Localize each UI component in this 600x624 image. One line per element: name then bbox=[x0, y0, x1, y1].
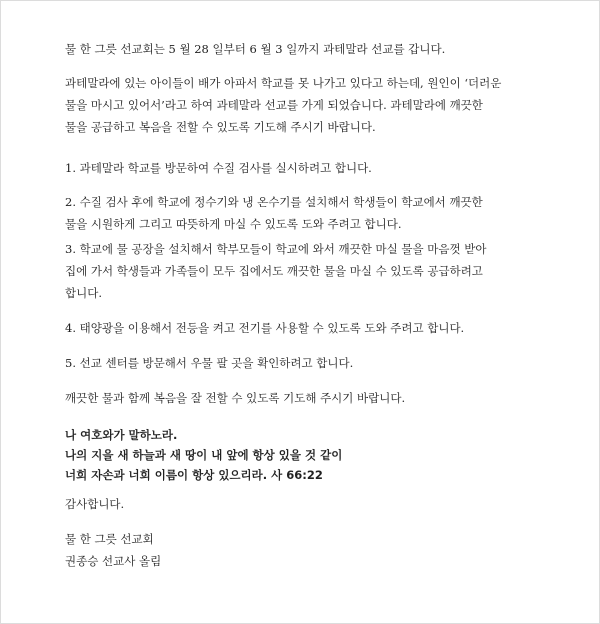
background-line: 물을 공급하고 복음을 전할 수 있도록 기도해 주시기 바랍니다. bbox=[65, 120, 376, 134]
plan-item-3 bbox=[65, 238, 486, 304]
verse-line: 너희 자손과 너희 이름이 항상 있으리라. 사 66:22 bbox=[65, 468, 323, 482]
signature-block bbox=[65, 528, 161, 572]
plan-item-1: 1. 과테말라 학교를 방문하여 수질 검사를 실시하려고 합니다. bbox=[65, 161, 372, 175]
intro-text: 물 한 그릇 선교회는 5 월 28 일부터 6 월 3 일까지 과테말라 선교를 갑니다. bbox=[65, 42, 446, 56]
thanks-text: 감사합니다. bbox=[65, 497, 125, 511]
plan-line: 2. 수질 검사 후에 학교에 정수기와 냉 온수기를 설치해서 학생들이 학교에서 깨끗한 bbox=[65, 195, 483, 209]
background-line: 물을 마시고 있어서’라고 하여 과테말라 선교를 가게 되었습니다. 과테말라에 깨끗한 bbox=[65, 98, 483, 112]
background-line: 과테말라에 있는 아이들이 배가 아파서 학교를 못 나가고 있다고 하는데, 원인이 ‘더러운 bbox=[65, 76, 502, 90]
plan-line: 합니다. bbox=[65, 286, 102, 300]
plan-line: 물을 시원하게 그리고 따뜻하게 마실 수 있도록 도와 주려고 합니다. bbox=[65, 217, 402, 231]
plan-item-4: 4. 태양광을 이용해서 전등을 켜고 전기를 사용할 수 있도록 도와 주려고 합니다. bbox=[65, 321, 465, 335]
verse-line: 나의 지을 새 하늘과 새 땅이 내 앞에 항상 있을 것 같이 bbox=[65, 448, 343, 462]
plan-line: 3. 학교에 물 공장을 설치해서 학부모들이 학교에 와서 깨끗한 마실 물을 마음껏 받아 bbox=[65, 242, 487, 256]
organization-name: 물 한 그릇 선교회 bbox=[65, 532, 154, 546]
background-paragraph bbox=[65, 72, 501, 138]
signer-name: 권종승 선교사 올림 bbox=[65, 554, 162, 568]
plan-line: 집에 가서 학생들과 가족들이 모두 집에서도 깨끗한 물을 마실 수 있도록 공급하려고 bbox=[65, 264, 483, 278]
plan-item-2 bbox=[65, 191, 483, 235]
verse-line: 나 여호와가 말하노라. bbox=[65, 428, 178, 442]
plan-item-5: 5. 선교 센터를 방문해서 우물 팔 곳을 확인하려고 합니다. bbox=[65, 356, 354, 370]
bible-verse bbox=[65, 425, 342, 485]
prayer-request: 깨끗한 물과 함께 복음을 잘 전할 수 있도록 기도해 주시기 바랍니다. bbox=[65, 391, 406, 405]
